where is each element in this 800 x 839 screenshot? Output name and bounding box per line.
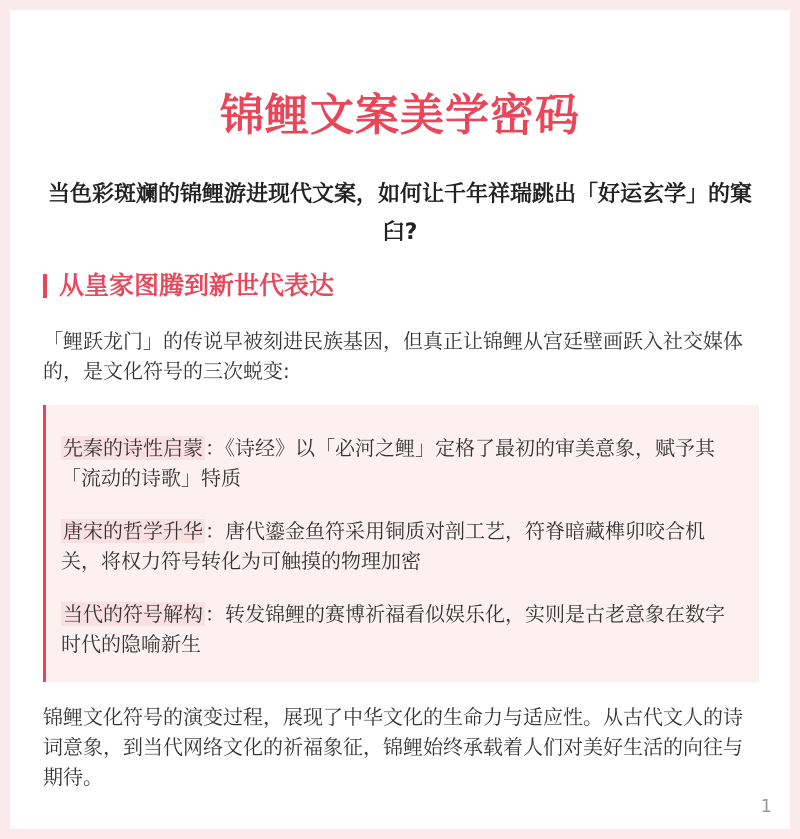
quote-item-term: 先秦的诗性启蒙: [63, 436, 203, 460]
quote-block: [43, 405, 759, 682]
quote-item-text: ：《诗经》以「必河之鲤」定格了最初的审美意象，赋予其「流动的诗歌」特质: [61, 436, 715, 490]
conclusion-paragraph: 锦鲤文化符号的演变过程，展现了中华文化的生命力与适应性。从古代文人的诗词意象，到当代网络文化的祈福象征，锦鲤始终承载着人们对美好生活的向往与期待。: [43, 705, 743, 789]
quote-item-text: ：唐代鎏金鱼符采用铜质对剖工艺，符脊暗藏榫卯咬合机关，将权力符号转化为可触摸的物理加密: [61, 519, 705, 573]
section-accent-bar: [43, 274, 47, 298]
page-title: 锦鲤文案美学密码: [220, 90, 580, 141]
page-subtitle: 当色彩斑斓的锦鲤游进现代文案，如何让千年祥瑞跳出「好运玄学」的窠臼?: [47, 182, 752, 245]
quote-item-term: 唐宋的哲学升华: [63, 519, 203, 543]
section-heading-text: 从皇家图腾到新世代表达: [59, 271, 335, 300]
document-page: [10, 10, 790, 829]
intro-paragraph: 「鲤跃龙门」的传说早被刻进民族基因，但真正让锦鲤从宫廷壁画跃入社交媒体的，是文化符号的三次蜕变:: [43, 329, 743, 383]
quote-item: [61, 599, 741, 659]
section-heading: [43, 266, 334, 306]
quote-item-text: ：转发锦鲤的赛博祈福看似娱乐化，实则是古老意象在数字时代的隐喻新生: [61, 602, 725, 656]
quote-item: [61, 433, 741, 493]
page-number: 1: [760, 796, 772, 817]
quote-item-term: 当代的符号解构: [63, 602, 203, 626]
quote-item: [61, 516, 741, 576]
